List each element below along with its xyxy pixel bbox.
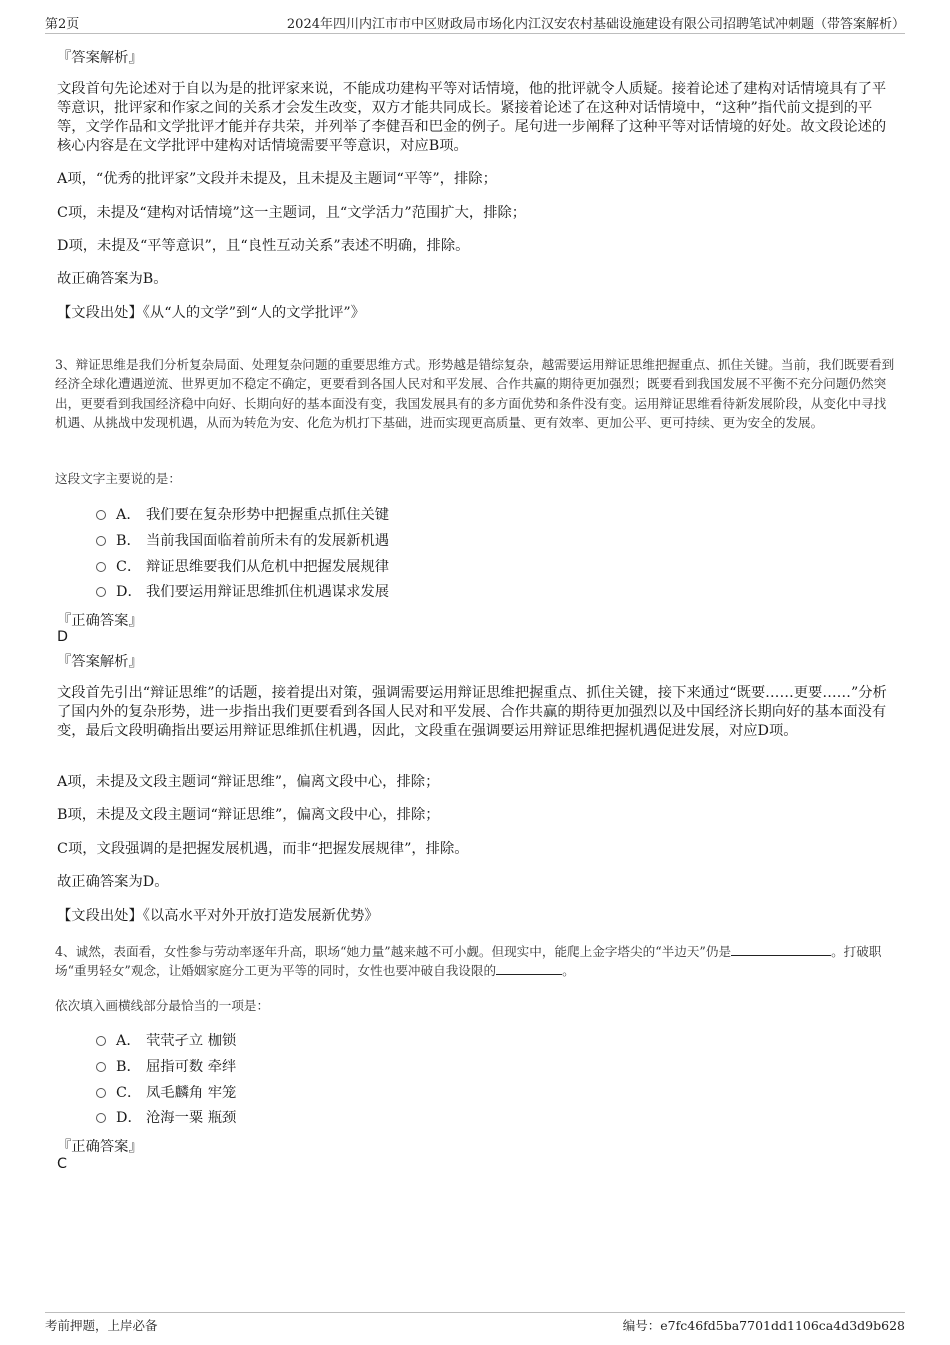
q4-option-b[interactable]: B． 屈指可数 牵绊 xyxy=(96,1057,236,1077)
radio-icon[interactable] xyxy=(96,562,106,572)
q3-analysis-line-a: A项，未提及文段主题词“辩证思维”，偏离文段中心，排除； xyxy=(57,774,440,790)
question-4-prompt: 依次填入画横线部分最恰当的一项是： xyxy=(55,998,270,1013)
q4-answer-label: 『正确答案』 xyxy=(57,1139,143,1155)
q4-option-d[interactable]: D． 沧海一粟 瓶颈 xyxy=(96,1108,236,1128)
analysis-text: 文段首句先论述对于自以为是的批评家来说，不能成功建构平等对话情境，他的批评就令人质疑。接着论述了建构对话情境具有了平等意识，批评家和作家之间的关系才会发生改变，双方才能共同成长。紧接着论述了在这种对话情境中，“这种”指代前文提到的平等，文学作品和文学批评才能并存共荣，并列举了李健吾和巴金的例子。尾句进一步阐释了这种平等对话情境的好处。故文段论述的核心内容是在文学批评中建构对话情境需要平等意识，对应B项。 xyxy=(57,81,887,154)
document-title: 2024年四川内江市市中区财政局市场化内江汉安农村基础设施建设有限公司招聘笔试冲刺题（带答案解析） xyxy=(286,17,905,32)
q3-option-b[interactable]: B． 当前我国面临着前所未有的发展新机遇 xyxy=(96,531,389,551)
q3-option-d[interactable]: D． 我们要运用辩证思维抓住机遇谋求发展 xyxy=(96,582,389,602)
q3-analysis-label: 『答案解析』 xyxy=(57,654,143,670)
analysis-line-d: D项，未提及“平等意识”，且“良性互动关系”表述不明确，排除。 xyxy=(57,238,470,254)
source-citation: 【文段出处】《从“人的文学”到“人的文学批评”》 xyxy=(57,305,366,321)
fill-blank-1 xyxy=(731,943,831,956)
q3-correct-answer-statement: 故正确答案为D。 xyxy=(57,874,169,890)
correct-answer-statement: 故正确答案为B。 xyxy=(57,271,168,287)
q3-option-c[interactable]: C． 辩证思维要我们从危机中把握发展规律 xyxy=(96,557,389,577)
analysis-label: 『答案解析』 xyxy=(57,50,143,66)
q3-analysis-line-b: B项，未提及文段主题词“辩证思维”，偏离文段中心，排除； xyxy=(57,807,440,823)
radio-icon[interactable] xyxy=(96,587,106,597)
analysis-line-a: A项，“优秀的批评家”文段并未提及，且未提及主题词“平等”，排除； xyxy=(57,171,497,187)
document-code: 编号：e7fc46fd5ba7701dd1106ca4d3d9b628 xyxy=(622,1318,905,1333)
radio-icon[interactable] xyxy=(96,510,106,520)
radio-icon[interactable] xyxy=(96,1036,106,1046)
page-footer xyxy=(45,1312,905,1335)
radio-icon[interactable] xyxy=(96,1062,106,1072)
radio-icon[interactable] xyxy=(96,536,106,546)
footer-slogan: 考前押题，上岸必备 xyxy=(45,1318,158,1333)
q3-answer: D xyxy=(57,629,69,645)
q3-answer-label: 『正确答案』 xyxy=(57,613,143,629)
question-3-prompt: 这段文字主要说的是： xyxy=(55,471,181,486)
question-4-stem: 4、诚然，表面看，女性参与劳动率逐年升高，职场“她力量”越来越不可小觑。但现实中，能爬上金字塔尖的“半边天”仍是 。打破职场“重男轻女”观念，让婚姻家庭分工更为平等的同时，女性也要冲破自我设限的 。 xyxy=(55,944,882,979)
analysis-line-c: C项，未提及“建构对话情境”这一主题词，且“文学活力”范围扩大，排除； xyxy=(57,205,527,221)
q4-option-a[interactable]: A． 茕茕孑立 枷锁 xyxy=(96,1031,236,1051)
page-header xyxy=(45,13,905,34)
question-3-stem: 3、辩证思维是我们分析复杂局面、处理复杂问题的重要思维方式。形势越是错综复杂，越需要运用辩证思维把握重点、抓住关键。当前，我们既要看到经济全球化遭遇逆流、世界更加不稳定不确定，更要看到各国人民对和平发展、合作共赢的期待更加强烈；既要看到我国发展不平衡不充分问题仍然突出，更要看到我国经济稳中向好、长期向好的基本面没有变，我国发展具有的多方面优势和条件没有变。运用辩证思维看待新发展阶段，从变化中寻找机遇、从挑战中发现机遇，从而为转危为安、化危为机打下基础，进而实现更高质量、更有效率、更加公平、更可持续、更为安全的发展。 xyxy=(55,357,895,430)
q3-analysis-text: 文段首先引出“辩证思维”的话题，接着提出对策，强调需要运用辩证思维把握重点、抓住关键，接下来通过“既要……更要……”分析了国内外的复杂形势，进一步指出我们更要看到各国人民对和平发展、合作共赢的期待更加强烈以及中国经济长期向好的基本面没有变，最后文段明确指出要运用辩证思维抓住机遇，因此，文段重在强调要运用辩证思维把握机遇促进发展，对应D项。 xyxy=(57,685,887,739)
q3-option-a[interactable]: A． 我们要在复杂形势中把握重点抓住关键 xyxy=(96,505,389,525)
radio-icon[interactable] xyxy=(96,1113,106,1123)
q3-analysis-line-c: C项，文段强调的是把握发展机遇，而非“把握发展规律”，排除。 xyxy=(57,841,469,857)
q4-answer: C xyxy=(57,1156,67,1172)
radio-icon[interactable] xyxy=(96,1088,106,1098)
q3-source-citation: 【文段出处】《以高水平对外开放打造发展新优势》 xyxy=(57,908,379,924)
q4-option-c[interactable]: C． 凤毛麟角 牢笼 xyxy=(96,1083,236,1103)
page-number: 第2页 xyxy=(45,17,80,32)
fill-blank-2 xyxy=(496,962,562,975)
